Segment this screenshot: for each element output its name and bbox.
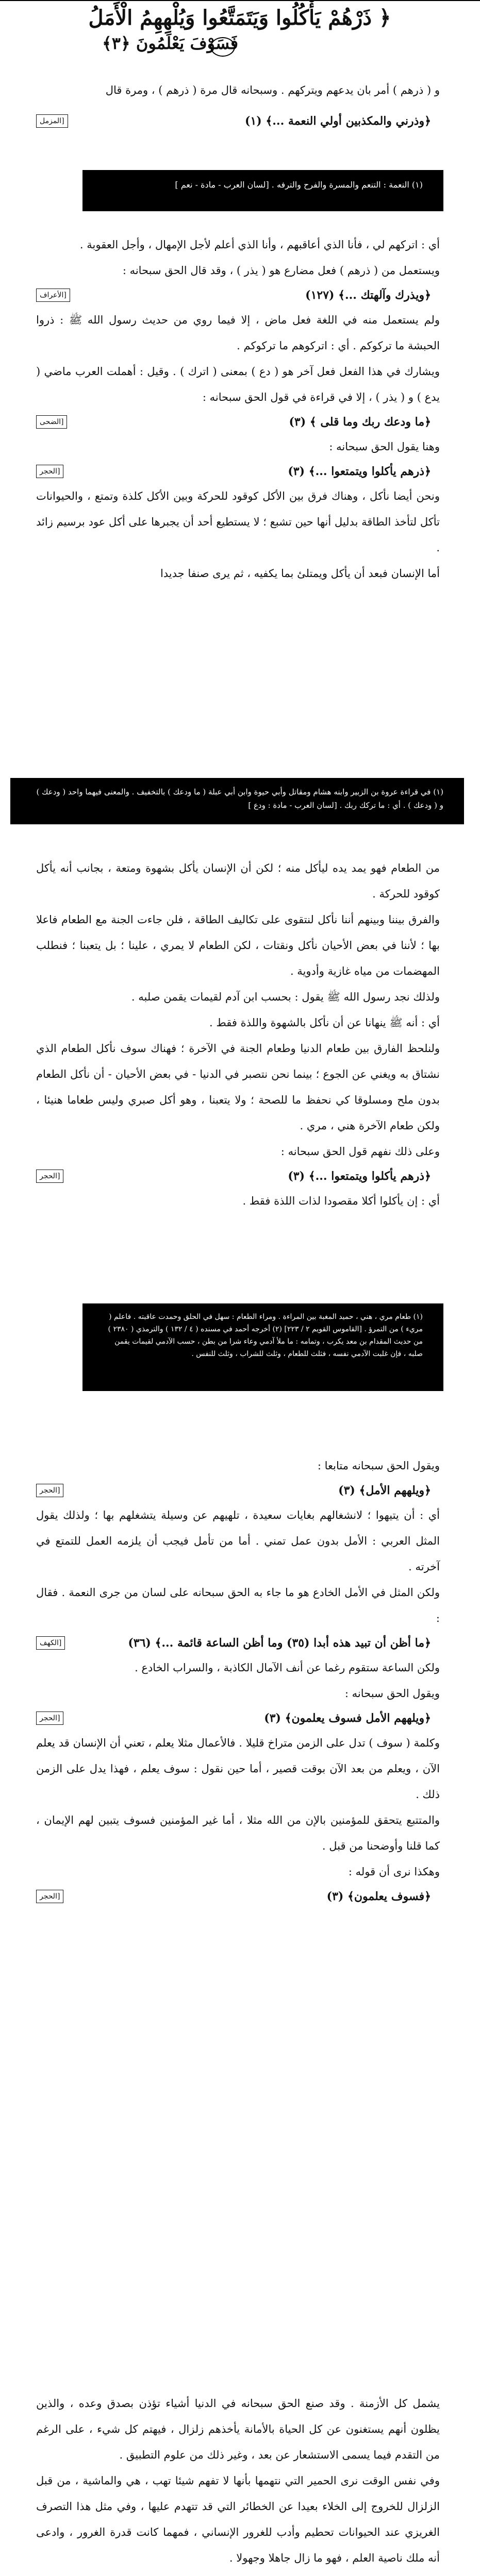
paragraph: وهكذا نرى أن قوله : xyxy=(348,1866,440,1878)
paragraph: ولكن المثل في الأمل الخادع هو ما جاء به الحق سبحانه على لسان من جرى النعمة . فقال : xyxy=(36,1586,440,1624)
footnote xyxy=(10,778,464,824)
footnote xyxy=(82,170,443,211)
verse-text: ﴿ما ودعك ربك وما قلى ﴾ (٣) xyxy=(289,415,431,429)
verse-ref: [الحجر xyxy=(36,1890,63,1903)
paragraph: وكلمة ( سوف ) تدل على الزمن متراخ قليلا . فالأعمال مثلا يعلم ، تعني أن الإنسان قد يعلم الآن ، ويعلم من بعد الآن بوقت قصير ، أما حين نقول : سوف يعلم ، فهذا يدل على الزمن ذلك . xyxy=(36,1737,440,1801)
paragraph: أي : إن يأكلوا أكلا مقصودا لذات اللذة فقط . xyxy=(242,1195,440,1207)
paragraph: ولذلك نجد رسول الله ﷺ يقول : بحسب ابن آدم لقيمات يقمن صلبه . xyxy=(131,991,440,1003)
verse-text: ﴿فسوف يعلمون﴾ (٣) xyxy=(326,1890,431,1903)
verse-ref: [الكهف xyxy=(36,1636,65,1650)
paragraph: يشمل كل الأزمنة . وقد صنع الحق سبحانه في الدنيا أشياء تؤذن بصدق وعده ، والذين يظلون أنهم يستغنون عن كل الحياة بالأمانة يأخذهم زلزال ، فيهتم كل شيء ، على الرغم من التقدم فيما يسمى الاستشعار عن بعد ، وغير ذلك من علوم التطبيق . xyxy=(36,2397,440,2461)
verse-ref: [الحجر xyxy=(36,1170,63,1183)
paragraph: وعلى ذلك نفهم قول الحق سبحانه : xyxy=(280,1145,440,1158)
paragraph: أما الإنسان فبعد أن يأكل ويمتلئ بما يكفيه ، ثم يرى صنفا جديدا xyxy=(160,567,440,580)
page-1 xyxy=(0,0,480,580)
verse-ref: [المزمل xyxy=(36,114,68,128)
footnote xyxy=(82,1303,443,1391)
verse-ref: [الحجر xyxy=(36,465,63,478)
paragraph: وهنا يقول الحق سبحانه : xyxy=(329,440,440,453)
paragraph: ونحن أيضا نأكل ، وهناك فرق بين الأكل كوقود للحركة وبين الأكل كلذة وتمتع ، والحيوانات تأكل لتأخذ الطاقة بدليل أنها حين تشبع ؛ لا يستطيع أحد أن يجبرها على أكل عود برسيم زائد . xyxy=(36,490,440,554)
paragraph: ويقول الحق سبحانه : xyxy=(344,1687,440,1700)
quran-verse xyxy=(0,1631,480,1655)
verse-title-line1: ﴿ ذَرْهُمْ يَأْكُلُوا وَيَتَمَتَّعُوا وَيُلْهِهِمُ الْأَمَلُ xyxy=(88,6,391,30)
paragraph: وفي نفس الوقت نرى الحمير التي نتهمها بأنها لا تفهم شيئا تهب ، هي والماشية ، من قبل الزلزال للخروج إلى الخلاء بعيدا عن الخطائر التي قد تتهدم عليها ، وفي مثل هذا التصرف الغريزي عند الحيوانات تحطيم وأدب للغرور الإنساني ، فمهما كانت قدرة الغرور ، وادعى أنه ملك ناصية العلم ، فهو ما زال جاهلا وجهولا . xyxy=(36,2475,440,2564)
paragraph: من الطعام فهو يمد يده ليأكل منه ؛ لكن أن الإنسان يأكل بشهوة ومتعة ، بجانب أنه يأكل كوقود للحركة . xyxy=(36,862,440,900)
verse-text: ﴿ويلههم الأمل﴾ (٣) xyxy=(338,1484,431,1497)
verse-ref: [الحجر xyxy=(36,1484,63,1497)
verse-text: ﴿ذرهم يأكلوا ويتمتعوا ...﴾ (٣) xyxy=(288,465,431,478)
verse-number-ornament xyxy=(210,37,235,57)
verse-text: ﴿وذرني والمكذبين أولي النعمة ...﴾ (١) xyxy=(245,114,431,128)
paragraph: و ( ذرهم ) أمر بان يدعهم ويتركهم . وسبحانه قال مرة ( ذرهم ) ، ومرة قال xyxy=(105,84,440,96)
paragraph: ولكن الساعة ستقوم رغما عن أنف الآمال الكاذبة ، والسراب الخادع . xyxy=(135,1662,440,1674)
footnote-text: (١) النعمة : التنعم والمسرة والفرح والترفه . [لسان العرب - مادة - نعم ] xyxy=(175,180,423,190)
paragraph: ولنلحظ الفارق بين طعام الدنيا وطعام الجنة في الآخرة ؛ فهناك سوف نأكل الطعام الذي نشتاق به ويغني عن الجوع ؛ بينما نحن نتصبر في الدنيا - في بعض الأحيان - أن نأكل الطعام بدون ملح ومسلوقا كي نحفظ ما للصحة ؛ ولا يتعبنا ، وهو أكل صبري وليس طعاما هنيئا ، ولكن طعام الآخرة هني ، مري . xyxy=(36,1042,440,1132)
quran-verse xyxy=(0,1885,480,1908)
verse-text: ﴿ويذرك وآلهتك ...﴾ (١٢٧) xyxy=(305,289,431,302)
title-band xyxy=(0,0,480,68)
paragraph: ولم يستعمل منه في اللغة فعل ماض ، إلا فيما روي من حديث رسول الله ﷺ : ذروا الحبشة ما تركوكم . أي : اتركوهم ما تركوكم . xyxy=(36,314,440,352)
page-2 xyxy=(0,778,480,1358)
footnote-text: (١) طعام مري ، هني ، حميد المغبة بين المراءة . ومراء الطعام : سهل في الحلق وحمدت عاقبته . فاعلم ( مريء ) من التمرؤ . [القاموس القويم ٢ / ٢٢٣] (٢) أخرجه أحمد في مسنده ( ٤ / ١٣٢ ) والترمذي ( ٢٣٨٠ ) من حديث المقدام بن معد يكرب ، وتمامه : ما ملأ آدمي وعاء شرا من بطن ، حسب الآدمي لقيمات يقمن صلبه ، فإن غلبت الآدمي نفسه ، فثلث للطعام ، وثلث للشراب ، وثلث للنفس . xyxy=(108,1313,423,1358)
paragraph: أي : اتركهم لي ، فأنا الذي أعاقبهم ، وأنا الذي أعلم لأجل الإمهال ، وأجل العقوبة . xyxy=(79,239,440,251)
paragraph: ويستعمل من ( ذرهم ) فعل مضارع هو ( يذر ) ، وقد قال الحق سبحانه : xyxy=(122,264,440,277)
verse-ref: [الضحى xyxy=(36,415,67,429)
verse-ref: [الحجر xyxy=(36,1711,63,1725)
verse-text: ﴿ما أظن أن تبيد هذه أبدا (٣٥) وما أظن الساعة قائمة ...﴾ (٣٦) xyxy=(128,1636,431,1650)
quran-verse xyxy=(0,1164,480,1188)
page-3 xyxy=(0,1453,480,2123)
paragraph: أي : أن يتيهوا ؛ لانشغالهم بغايات سعيدة ، تلهيهم عن وسيلة يتشغلهم بها ؛ ولذلك يقول المثل العربي : الأمل بدون عمل تمني . أما من تأمل فيجب أن يلزمه العمل للتمتع في آخرته . xyxy=(36,1509,440,1573)
paragraph: ويشارك في هذا الفعل فعل آخر هو ( دع ) بمعنى ( اترك ) . وقيل : أهملت العرب ماضي ( يدع ) و ( يذر ) ، إلا في قراءة في قول الحق سبحانه : xyxy=(36,365,440,403)
quran-verse xyxy=(0,460,480,483)
footnote-text: (١) في قراءة عروة بن الزبير وابنه هشام ومقاتل وأبي حيوة وابن أبي عبلة ( ما ودعك ) بالتخفيف . والمعنى فيهما واحد ( ودعك ) و ( ودعك ) . أي : ما تركك ربك . [لسان العرب - مادة : ودع ] xyxy=(36,787,443,810)
verse-text: ﴿ذرهم يأكلوا ويتمتعوا ...﴾ (٣) xyxy=(288,1170,431,1183)
quran-verse xyxy=(0,1706,480,1730)
verse-ref: [الأعراف xyxy=(36,289,70,302)
quran-verse xyxy=(0,1479,480,1502)
verse-text: ﴿ويلههم الأمل فسوف يعلمون﴾ (٣) xyxy=(264,1711,431,1725)
paragraph: أي : أنه ﷺ ينهانا عن أن نأكل بالشهوة واللذة فقط . xyxy=(209,1016,440,1029)
paragraph: والفرق بيننا وبينهم أننا نأكل لنتقوى على تكاليف الطاقة ، فلن جاءت الجنة مع الطعام فاعلا بها ؛ لأننا في بعض الأحيان نأكل ونقتات ، لكن الطعام لا يمري ، علينا ؛ بل يتعبنا ؛ فنطلب المهضمات من مياه غازية وأدوية . xyxy=(36,913,440,977)
quran-verse xyxy=(0,109,480,133)
verse-title-line2: فَسَوْفَ يَعْلَمُونَ ﴿٣﴾ xyxy=(102,33,238,53)
quran-verse xyxy=(0,283,480,307)
quran-verse xyxy=(0,410,480,434)
page-4 xyxy=(0,2391,480,2576)
paragraph: والمتتبع يتحقق للمؤمنين بالإن من الله مثلا ، أما غير المؤمنين فسوف يتبين لهم الإيمان ، كما قلنا وأوضحنا من قبل . xyxy=(36,1814,440,1852)
paragraph xyxy=(0,2571,480,2576)
paragraph: ويقول الحق سبحانه متابعا : xyxy=(317,1460,440,1472)
